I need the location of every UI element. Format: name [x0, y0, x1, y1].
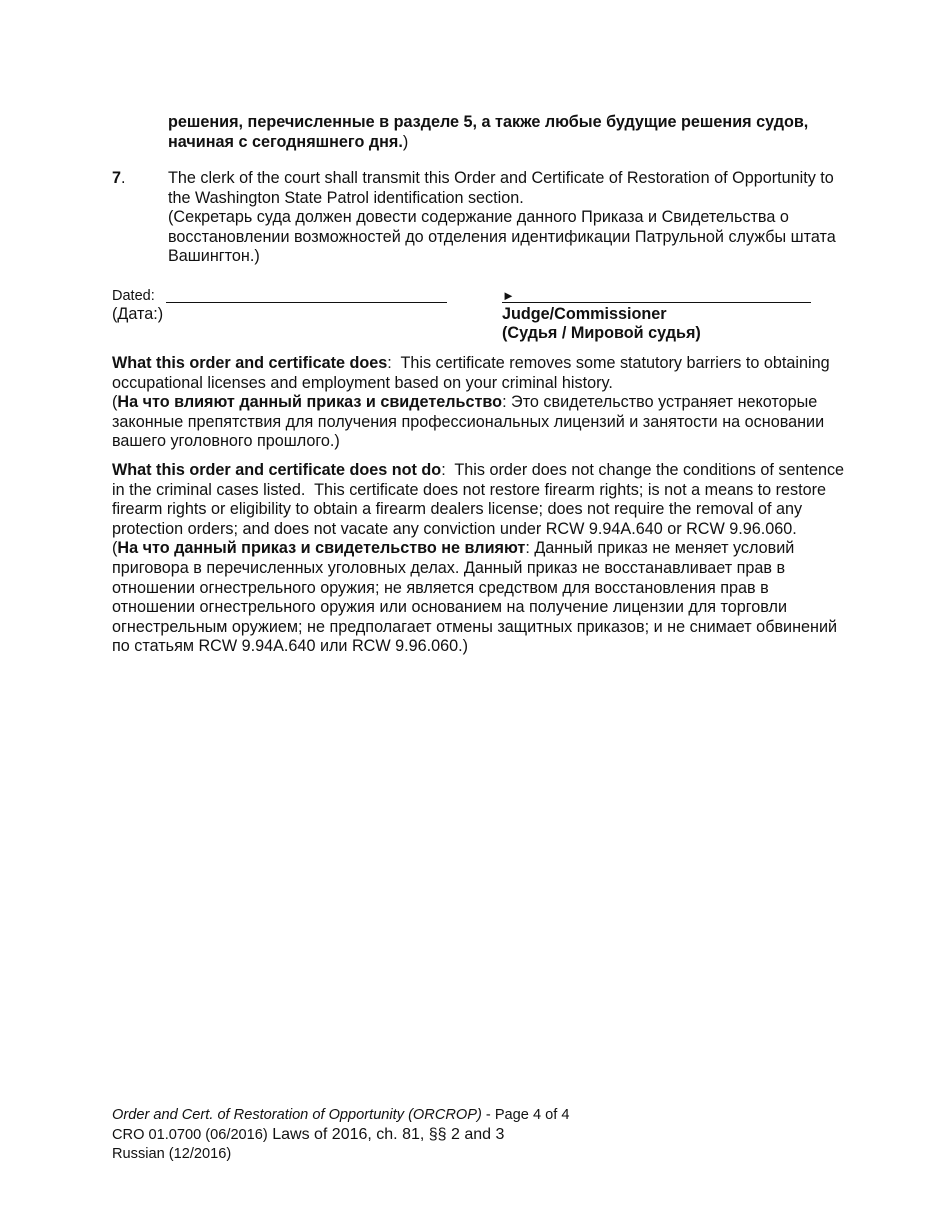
- continuation-closing: ): [402, 132, 409, 151]
- signature-block: [112, 286, 852, 346]
- footer-language: Russian (12/2016): [112, 1146, 232, 1162]
- section-6-continuation: [168, 113, 868, 152]
- dated-signature-line[interactable]: [166, 302, 447, 303]
- item-7-number-text: 7: [112, 169, 122, 187]
- what-it-does-not-ru-heading: На что данный приказ и свидетельство не влияют: [117, 539, 526, 558]
- judge-label-russian: (Судья / Мировой судья): [502, 324, 701, 342]
- what-it-does-not-ru-text: : Данный приказ не меняет условий приговора в перечисленных уголовных делах. Данный приказ не восстанавливает прав в отношении огнестрельного оружия; не является средством для восстановления прав в отношении огнестрельного оружия или основанием на получение лицензии для торговли огнестрельным оружием; не предполагает отмены защитных приказов; и не снимает обвинений по статьям RCW 9.94A.640 или RCW 9.96.060.): [112, 539, 838, 656]
- what-it-does-not-heading: What this order and certificate does not do: [112, 461, 442, 479]
- what-it-does-ru-text: : Это свидетельство устраняет некоторые законные препятствия для получения профессиональных лицензий и занятости на основании вашего уголовного прошлого.): [112, 393, 825, 451]
- dated-label-russian: (Дата:): [112, 305, 164, 323]
- footer-laws: Laws of 2016, ch. 81, §§ 2 and 3: [267, 1126, 505, 1143]
- what-it-does-not-paragraph: [112, 461, 847, 657]
- item-7-body: [168, 169, 848, 267]
- footer-line-1: [112, 1106, 712, 1125]
- continuation-bold-text: решения, перечисленные в разделе 5, а также любые будущие решения судов, начиная с сегодняшнего дня.: [168, 113, 809, 151]
- what-it-does-not-english: [112, 461, 847, 539]
- footer-form-code: CRO 01.0700 (06/2016): [112, 1127, 268, 1143]
- item-7-number: [112, 169, 126, 189]
- what-it-does-not-text: This order does not change the conditions of sentence in the criminal cases listed. This certificate does not restore firearm rights; is not a means to restore firearm rights or eligibility to obtain a firearm dealers license; does not require the removal of any protection orders; and does not vacate any conviction under RCW 9.94A.640 or RCW 9.96.060.: [112, 461, 849, 538]
- judge-label: Judge/Commissioner: [502, 305, 667, 323]
- judge-signature-line[interactable]: [502, 302, 811, 303]
- dated-label: Dated:: [112, 288, 155, 304]
- footer-form-title: Order and Cert. of Restoration of Opportunity (ORCROP): [112, 1107, 482, 1123]
- what-it-does-not-russian: [112, 539, 847, 657]
- what-it-does-russian: [112, 393, 847, 452]
- what-it-does-ru-open: (: [112, 393, 118, 412]
- page-footer: [112, 1106, 712, 1164]
- what-it-does-not-colon: :: [441, 461, 446, 479]
- footer-page-info: - Page 4 of 4: [481, 1107, 570, 1123]
- what-it-does-colon: :: [387, 354, 392, 372]
- item-7-russian: (Секретарь суда должен довести содержание данного Приказа и Свидетельства о восстановлении возможностей до отделения идентификации Патрульной службы штата Вашингтон.): [168, 208, 836, 266]
- what-it-does-not-ru-open: (: [112, 539, 118, 558]
- what-it-does-text: This certificate removes some statutory barriers to obtaining occupational licenses and employment based on your criminal history.: [112, 354, 835, 392]
- item-7-number-period: .: [121, 169, 126, 187]
- what-it-does-heading: What this order and certificate does: [112, 354, 388, 372]
- what-it-does-paragraph: [112, 354, 847, 452]
- footer-line-2: [112, 1125, 712, 1145]
- signature-arrow-icon: ►: [502, 288, 515, 303]
- what-it-does-english: [112, 354, 847, 393]
- what-it-does-ru-heading: На что влияют данный приказ и свидетельство: [117, 393, 503, 412]
- item-7-english: The clerk of the court shall transmit this Order and Certificate of Restoration of Opportunity to the Washington State Patrol identification section.: [168, 169, 834, 207]
